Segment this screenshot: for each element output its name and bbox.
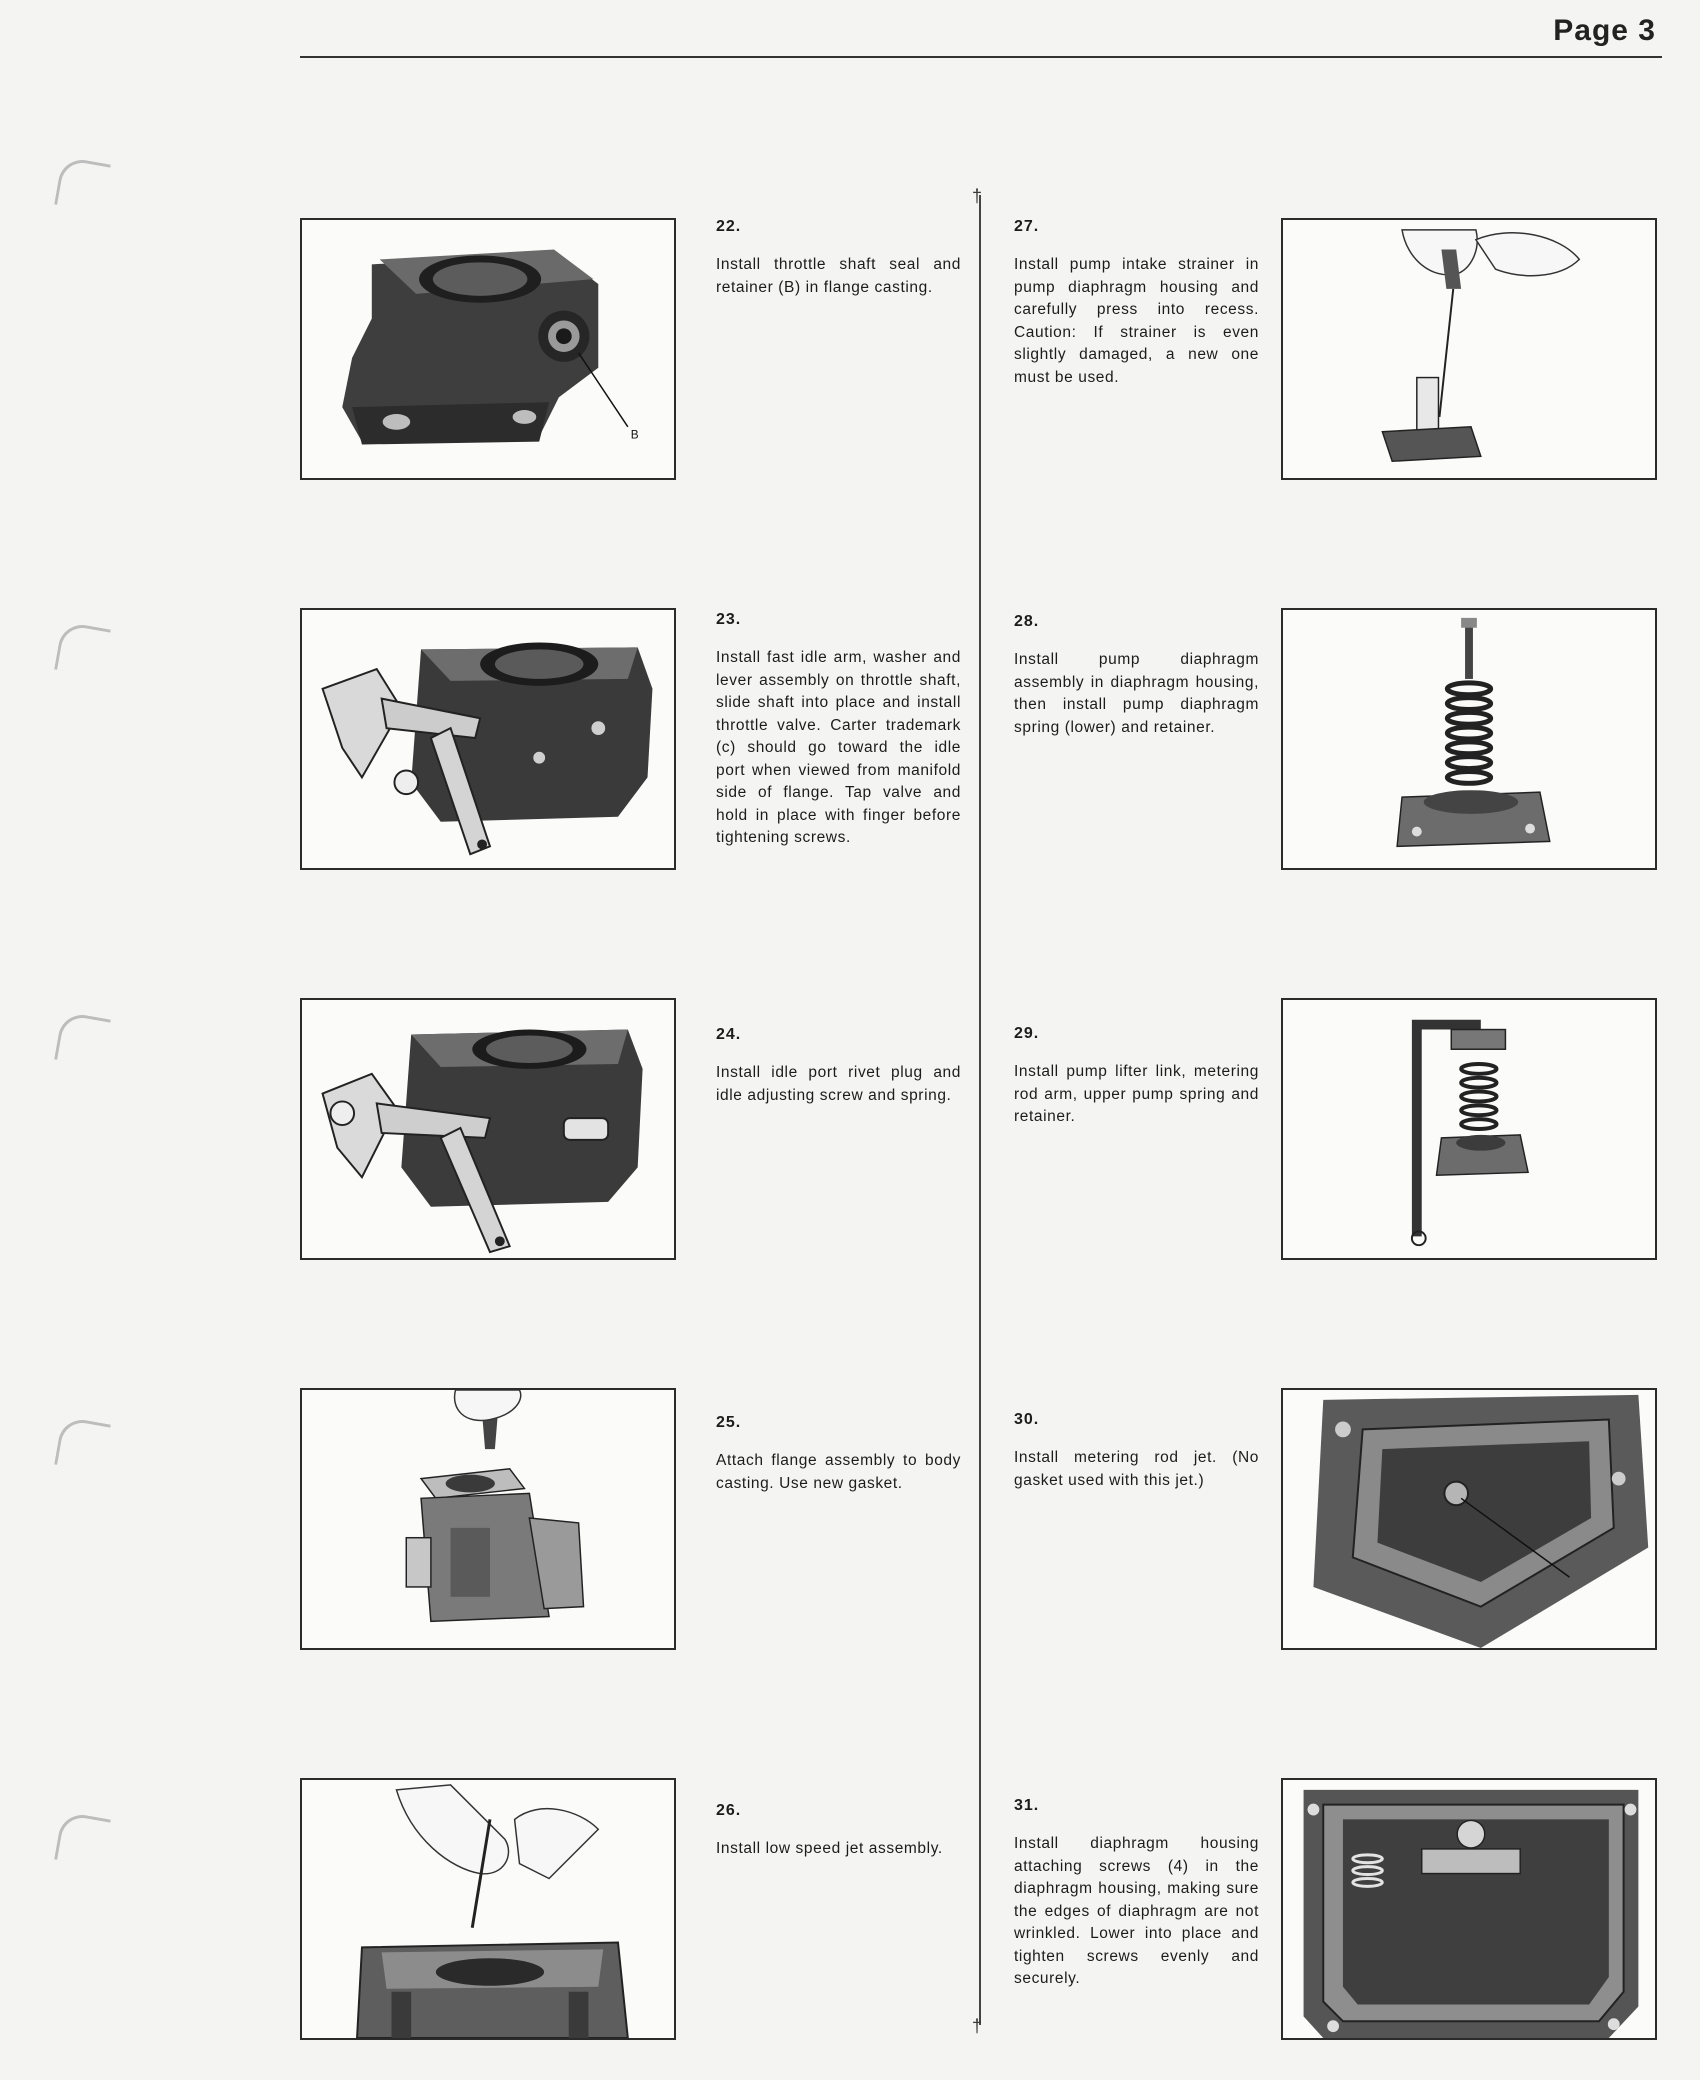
step-number: 24. bbox=[716, 1026, 742, 1043]
binder-hole bbox=[54, 156, 111, 213]
step-28 bbox=[1014, 613, 1259, 739]
step-number: 31. bbox=[1014, 1797, 1040, 1814]
step-number: 30. bbox=[1014, 1411, 1040, 1428]
step-number: 27. bbox=[1014, 218, 1040, 235]
figure-step-23-throttle-shaft bbox=[300, 608, 676, 870]
figure-step-31-diaphragm-housing bbox=[1281, 1778, 1657, 2040]
binder-hole bbox=[54, 1811, 111, 1868]
page-number: Page 3 bbox=[1553, 14, 1656, 47]
step-number: 25. bbox=[716, 1414, 742, 1431]
step-number: 22. bbox=[716, 218, 742, 235]
step-24 bbox=[716, 1026, 961, 1107]
step-25 bbox=[716, 1414, 961, 1495]
step-23 bbox=[716, 611, 961, 850]
binder-hole bbox=[54, 1416, 111, 1473]
step-text: Install low speed jet assembly. bbox=[716, 1840, 943, 1857]
step-text: Install idle port rivet plug and idle adjusting screw and spring. bbox=[716, 1064, 961, 1104]
binder-hole bbox=[54, 621, 111, 678]
step-text: Install pump diaphragm assembly in diaphragm housing, then install pump diaphragm spring (lower) and retainer. bbox=[1014, 651, 1259, 736]
step-22 bbox=[716, 218, 961, 299]
step-number: 29. bbox=[1014, 1025, 1040, 1042]
figure-step-29-pump-lifter-link bbox=[1281, 998, 1657, 1260]
column-divider bbox=[979, 195, 981, 2025]
figure-step-28-pump-diaphragm bbox=[1281, 608, 1657, 870]
step-29 bbox=[1014, 1025, 1259, 1129]
binder-hole bbox=[54, 1011, 111, 1068]
step-text: Install diaphragm housing attaching screws (4) in the diaphragm housing, making sure the edges of diaphragm are not wrinkled. Lower into place and tighten screws evenly and securely. bbox=[1014, 1835, 1259, 1987]
callout-b-label: B bbox=[630, 427, 639, 442]
step-text: Install metering rod jet. (No gasket used with this jet.) bbox=[1014, 1449, 1259, 1489]
step-text: Install pump intake strainer in pump diaphragm housing and carefully press into recess. Caution: If strainer is even slightly damaged, a new one must be used. bbox=[1014, 256, 1259, 386]
step-31 bbox=[1014, 1797, 1259, 1991]
step-text: Install fast idle arm, washer and lever assembly on throttle shaft, slide shaft into place and install throttle valve. Carter trademark (c) should go toward the idle port when viewed from manifold side of flange. Tap valve and hold in place with finger before tightening screws. bbox=[716, 649, 961, 846]
divider-bottom-mark: † bbox=[972, 2016, 983, 2036]
divider-top-mark: † bbox=[972, 186, 983, 206]
figure-step-27-pump-strainer bbox=[1281, 218, 1657, 480]
step-number: 28. bbox=[1014, 613, 1040, 630]
figure-step-24-idle-port bbox=[300, 998, 676, 1260]
step-text: Install pump lifter link, metering rod arm, upper pump spring and retainer. bbox=[1014, 1063, 1259, 1125]
step-27 bbox=[1014, 218, 1259, 389]
figure-step-26-low-speed-jet bbox=[300, 1778, 676, 2040]
step-30 bbox=[1014, 1411, 1259, 1492]
figure-step-22-flange-casting bbox=[300, 218, 676, 480]
figure-step-30-metering-rod-jet bbox=[1281, 1388, 1657, 1650]
header-rule bbox=[300, 56, 1662, 58]
step-text: Attach flange assembly to body casting. Use new gasket. bbox=[716, 1452, 961, 1492]
step-number: 23. bbox=[716, 611, 742, 628]
step-26 bbox=[716, 1802, 961, 1861]
step-number: 26. bbox=[716, 1802, 742, 1819]
step-text: Install throttle shaft seal and retainer (B) in flange casting. bbox=[716, 256, 961, 296]
figure-step-25-flange-to-body bbox=[300, 1388, 676, 1650]
